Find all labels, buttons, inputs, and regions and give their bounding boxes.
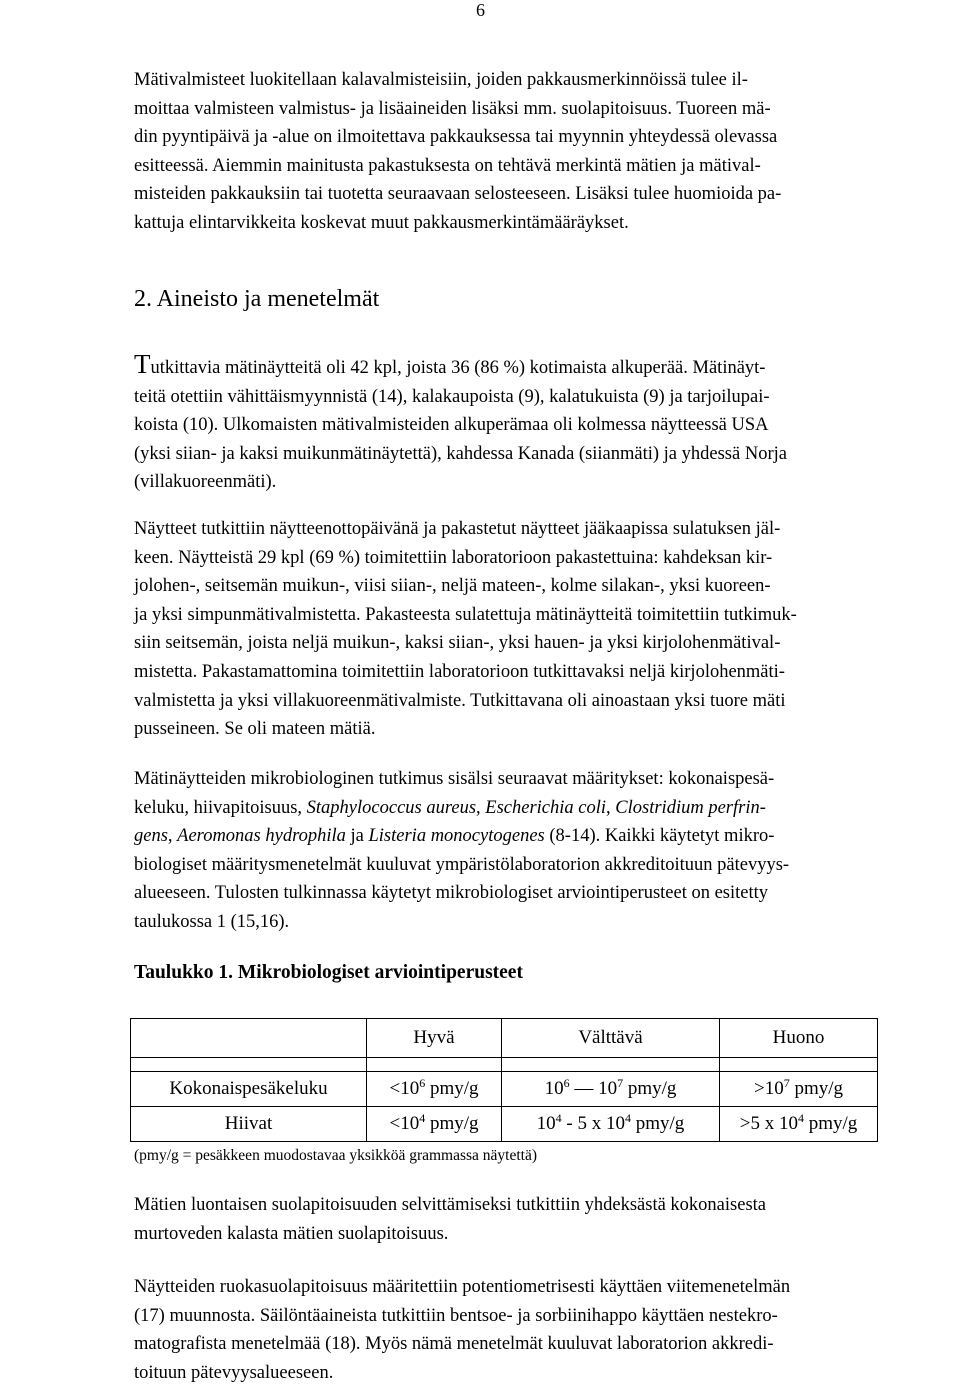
text-line: (yksi siian- ja kaksi muikunmätinäytettä), kahdessa Kanada (siianmäti) ja yhdessä Norja: [134, 443, 787, 464]
species-name: gens: [134, 826, 168, 847]
cell-text: — 10: [569, 1078, 618, 1099]
table-cell: [502, 1107, 720, 1142]
text-line: (villakuoreenmäti).: [134, 472, 277, 493]
row-label: Kokonaispesäkeluku: [131, 1072, 367, 1107]
text-line: siin seitsemän, joista neljä muikun-, kaksi siian-, yksi hauen- ja yksi kirjolohenmätival-: [134, 633, 781, 654]
table-header-cell: Hyvä: [367, 1019, 502, 1058]
text-fragment: ,: [606, 797, 616, 818]
text-line: Mätivalmisteet luokitellaan kalavalmisteisiin, joiden pakkausmerkinnöissä tulee il-: [134, 70, 748, 90]
text-fragment: (8-14). Kaikki käytetyt mikro-: [544, 826, 775, 847]
cell-text: pmy/g: [789, 1078, 844, 1099]
cell-text: pmy/g: [631, 1113, 685, 1134]
table-cell: [502, 1058, 720, 1072]
drop-cap: T: [134, 349, 151, 379]
text-fragment: keluku, hiivapitoisuus,: [134, 797, 307, 818]
text-line: kattuja elintarvikkeita koskevat muut pakkausmerkintämääräykset.: [134, 212, 629, 233]
text-line: Näytteet tutkittiin näytteenottopäivänä ja pakastetut näytteet jääkaapissa sulatuksen jäl-: [134, 519, 781, 539]
text-line: moittaa valmisteen valmistus- ja lisäaineiden lisäksi mm. suolapitoisuus. Tuoreen mä-: [134, 98, 771, 119]
text-line: alueeseen. Tulosten tulkinnassa käytetyt mikrobiologiset arviointiperusteet on esitetty: [134, 883, 769, 904]
text-line: biologiset määritysmenetelmät kuuluvat ympäristölaboratorion akkreditoituun pätevyys-: [134, 854, 790, 875]
text-line: valmistetta ja yksi villakuoreenmätivalmiste. Tutkittavana oli ainoastaan yksi tuore mäti: [134, 690, 786, 711]
exponent: 7: [617, 1076, 624, 1090]
table-row: [131, 1107, 878, 1142]
text-line: esitteessä. Aiemmin mainitusta pakastuksesta on tehtävä merkintä mätien ja mätival-: [134, 155, 761, 176]
table-row: [131, 1072, 878, 1107]
text-line: taulukossa 1 (15,16).: [134, 911, 290, 932]
table-cell: [720, 1072, 878, 1107]
species-name: Clostridium perfrin-: [615, 797, 766, 818]
exponent: 6: [419, 1076, 426, 1090]
table-header-row: [131, 1019, 878, 1058]
table-header-cell: Välttävä: [502, 1019, 720, 1058]
table-label: Taulukko 1.: [134, 962, 234, 983]
text-line: mistetta. Pakastamattomina toimitettiin laboratorioon tutkittavaksi neljä kirjolohenmäti-: [134, 661, 785, 682]
cell-text: >10: [753, 1078, 784, 1099]
species-name: Aeromonas hydrophila: [177, 826, 346, 847]
text-line: Mätinäytteiden mikrobiologinen tutkimus sisälsi seuraavat määritykset: kokonaispesä-: [134, 769, 775, 789]
text-line: jolohen-, seitsemän muikun-, viisi siian-, neljä mateen-, kolme silakan-, yksi kuoreen-: [134, 576, 771, 597]
table-cell: [720, 1058, 878, 1072]
exponent: 4: [797, 1111, 804, 1125]
table-header-cell: [131, 1019, 367, 1058]
table-cell: [367, 1107, 502, 1142]
microbiology-paragraph: [134, 765, 952, 937]
text-line: Mätien luontaisen suolapitoisuuden selvittämiseksi tutkittiin yhdeksästä kokonaisesta: [134, 1195, 766, 1215]
species-name: Listeria monocytogenes: [368, 826, 545, 847]
text-line: koista (10). Ulkomaisten mätivalmisteiden alkuperämaa oli kolmessa näytteessä USA: [134, 415, 769, 436]
table-note: (pmy/g = pesäkkeen muodostavaa yksikköä grammassa näytettä): [134, 1147, 538, 1164]
exponent: 6: [563, 1076, 570, 1090]
text-line: (17) muunnosta. Säilöntäaineista tutkittiin bentsoe- ja sorbiinihappo käyttäen nestekro-: [134, 1305, 778, 1326]
exponent: 4: [555, 1111, 562, 1125]
text-line: pusseineen. Se oli mateen mätiä.: [134, 719, 376, 740]
table-caption: [134, 962, 523, 984]
cell-text: pmy/g: [425, 1113, 479, 1134]
species-name: Escherichia coli: [485, 797, 607, 818]
salt-natural-paragraph: [134, 1191, 952, 1248]
text-line: keen. Näytteistä 29 kpl (69 %) toimitettiin laboratorioon pakastettuina: kahdeksan kir-: [134, 547, 773, 568]
table-cell: [502, 1072, 720, 1107]
section-heading: 2. Aineisto ja menetelmät: [134, 286, 380, 312]
cell-text: >5 x 10: [739, 1113, 798, 1134]
text-fragment: ja: [345, 826, 369, 847]
table-spacer-row: [131, 1058, 878, 1072]
text-fragment: ,: [167, 826, 178, 847]
text-line: Näytteiden ruokasuolapitoisuus määritettiin potentiometrisesti käyttäen viitemenetelmän: [134, 1277, 791, 1297]
text-fragment: ,: [476, 797, 486, 818]
text-line: utkittavia mätinäytteitä oli 42 kpl, joista 36 (86 %) kotimaista alkuperää. Mätinäyt-: [150, 358, 766, 378]
exponent: 4: [419, 1111, 426, 1125]
intro-paragraph: [134, 66, 952, 238]
text-line: teitä otettiin vähittäismyynnistä (14), kalakaupoista (9), kalatukuista (9) ja tarjoilupai-: [134, 386, 770, 407]
cell-text: pmy/g: [803, 1113, 858, 1134]
cell-text: 10: [536, 1113, 556, 1134]
table-title: Mikrobiologiset arviointiperusteet: [233, 962, 523, 983]
cell-text: 10: [544, 1078, 564, 1099]
cell-text: pmy/g: [425, 1078, 479, 1099]
species-name: Staphylococcus aureus: [306, 797, 477, 818]
materials-paragraph: [134, 350, 952, 497]
methods-paragraph: [134, 1273, 952, 1387]
cell-text: pmy/g: [623, 1078, 677, 1099]
text-line: murtoveden kalasta mätien suolapitoisuus.: [134, 1223, 449, 1244]
cell-text: - 5 x 10: [561, 1113, 625, 1134]
row-label: Hiivat: [131, 1107, 367, 1142]
text-line: misteiden pakkauksiin tai tuotetta seuraavaan selosteeseen. Lisäksi tulee huomioida pa-: [134, 184, 782, 205]
table-cell: [367, 1058, 502, 1072]
table-cell: [720, 1107, 878, 1142]
text-line: ja yksi simpunmätivalmistetta. Pakasteesta sulatettuja mätinäytteitä toimitettiin tutkimuk-: [134, 604, 797, 625]
text-line: matografista menetelmää (18). Myös nämä menetelmät kuuluvat laboratorion akkredi-: [134, 1334, 774, 1355]
text-line: toituun pätevyysalueeseen.: [134, 1362, 334, 1383]
table-cell: [131, 1058, 367, 1072]
table-header-cell: Huono: [720, 1019, 878, 1058]
exponent: 4: [625, 1111, 631, 1125]
cell-text: <10: [389, 1113, 420, 1134]
table-cell: [367, 1072, 502, 1107]
page-number: 6: [476, 0, 485, 20]
samples-paragraph: [134, 515, 952, 744]
exponent: 7: [783, 1076, 790, 1090]
criteria-table: [130, 1018, 878, 1142]
text-line: din pyyntipäivä ja -alue on ilmoitettava pakkauksessa tai myynnin yhteydessä olevassa: [134, 127, 778, 148]
cell-text: <10: [389, 1078, 420, 1099]
